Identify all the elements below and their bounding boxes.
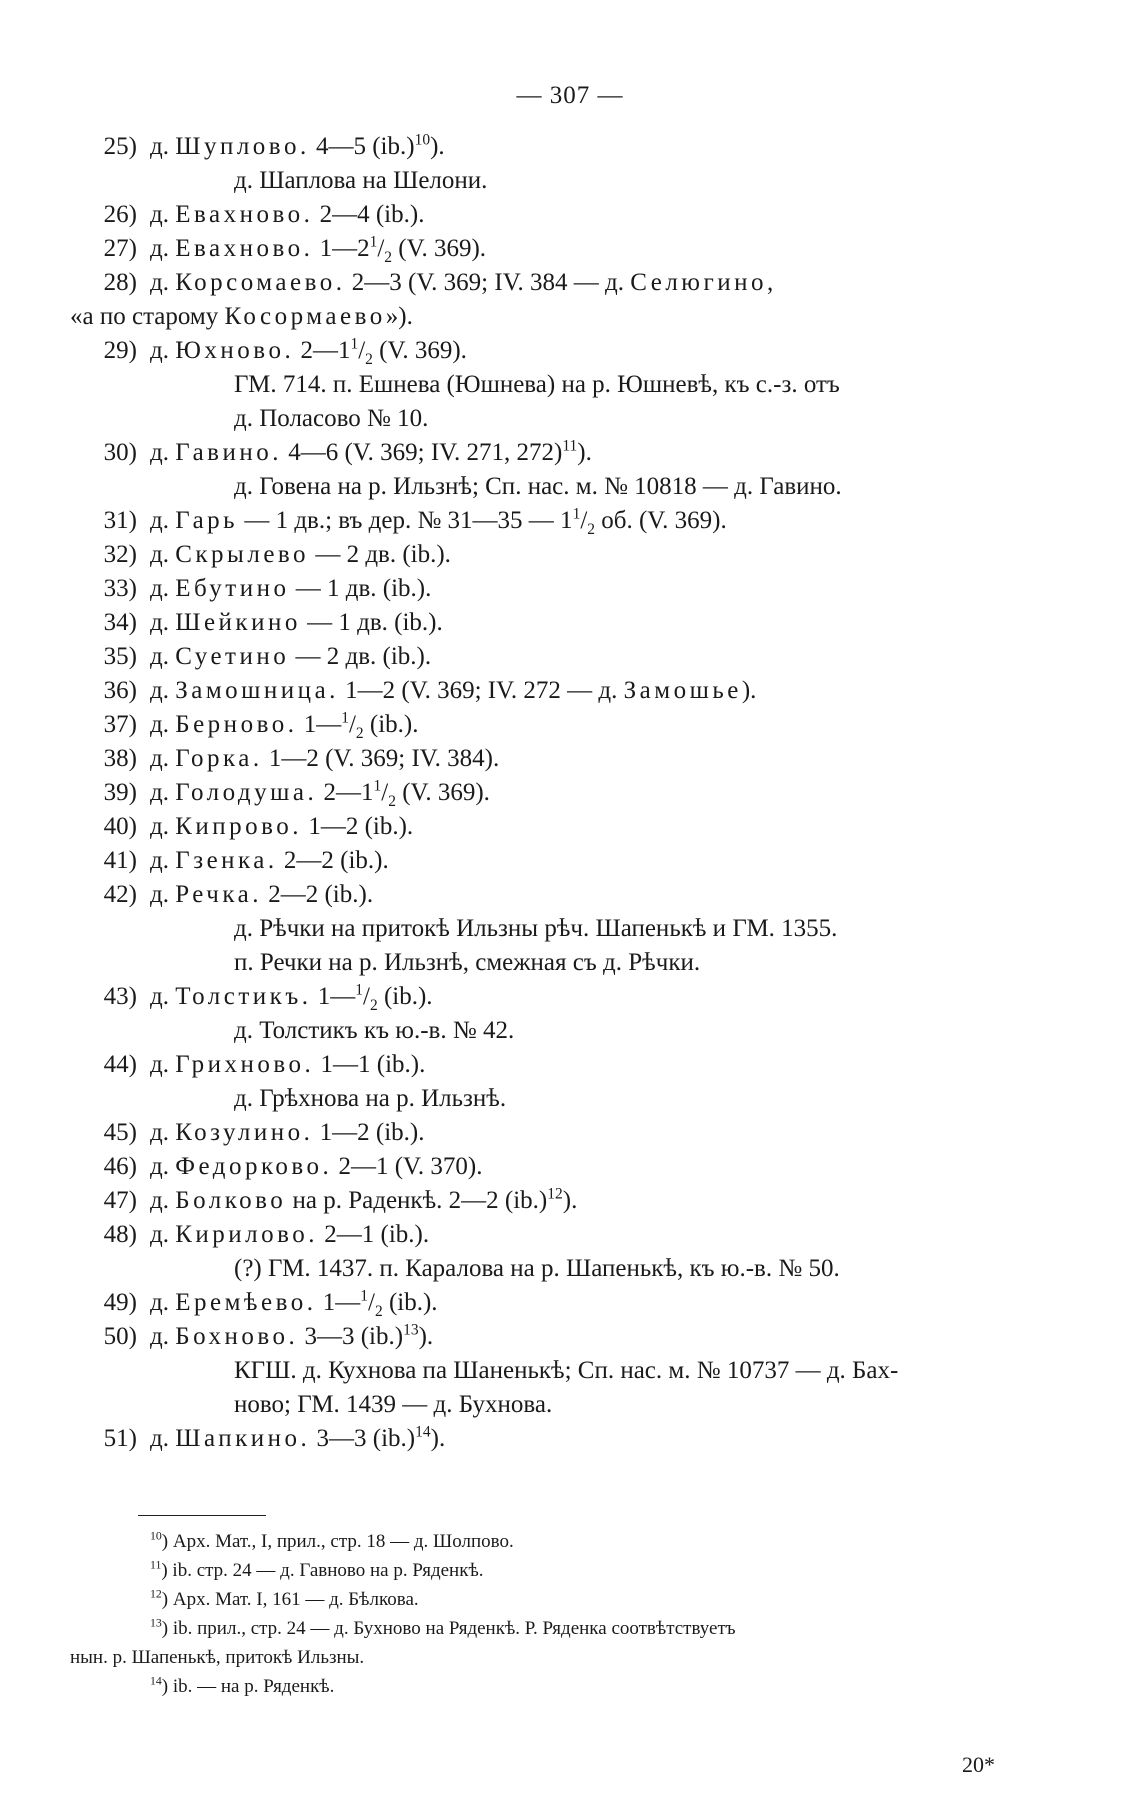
entry-number: 36) (103, 677, 137, 704)
footnote (0, 1643, 1140, 1672)
footnote (0, 1527, 1140, 1556)
footnote-mark: 10 (150, 1529, 162, 1543)
village-name: Козулино. (175, 1119, 314, 1146)
footnote-ref: 10 (414, 131, 431, 149)
entry-prefix: д. (150, 1051, 176, 1078)
village-name: Голодуша. (175, 779, 318, 806)
footnote-ref: 13 (403, 1321, 419, 1339)
entry-line (0, 572, 1140, 606)
entry-number: 35) (103, 643, 137, 670)
printer-signature: 20* (962, 1752, 995, 1777)
entry-detail: 2—1 (V. 370). (332, 1153, 483, 1180)
entry-line (0, 640, 1140, 674)
entry-detail: 1—1 (ib.). (314, 1051, 426, 1078)
entry-number: 30) (103, 439, 137, 466)
entry-note: д. Грѣхнова на р. Ильзнѣ. (234, 1085, 507, 1112)
village-name-alt: Селюгино, (630, 269, 777, 296)
entry-line (0, 742, 1140, 776)
entry-number: 47) (103, 1187, 137, 1214)
entry-prefix: д. (150, 881, 176, 908)
entry-detail: 2—1 (317, 779, 374, 806)
entry-prefix: д. (150, 541, 176, 568)
entry-line (0, 980, 1140, 1014)
entry-tail: (V. 369). (395, 779, 490, 806)
entry-note: КГШ. д. Кухнова па Шаненькѣ; Сп. нас. м. № 10737 — д. Бах- (234, 1357, 899, 1384)
entry-prefix: д. (150, 1187, 176, 1214)
entry-prefix: д. (150, 813, 176, 840)
entry-detail: 2—2 (ib.). (261, 881, 374, 908)
entry-number: 32) (103, 541, 137, 568)
fraction: $^1/_2$ (360, 1287, 383, 1320)
footnote-divider (138, 1515, 266, 1516)
footnote-text: ) ib. — на р. Ряденкѣ. (161, 1676, 335, 1697)
entry-line (0, 1116, 1140, 1150)
entry-number: 31) (103, 507, 137, 534)
fraction: $^1/_2$ (373, 777, 396, 810)
entry-tail: ). (430, 133, 445, 160)
entry-tail: (V. 369). (372, 337, 467, 364)
entry-tail: ). (741, 677, 757, 704)
entry-line (0, 878, 1140, 912)
entry-prefix: д. (150, 779, 176, 806)
footnote-mark: 13 (150, 1616, 162, 1630)
entry-prefix: д. (150, 1289, 176, 1316)
entry-detail: 1—2 (V. 369; IV. 384). (262, 745, 500, 772)
village-name: Горка. (175, 745, 263, 772)
village-name: Косормаево (224, 303, 386, 330)
entry-detail: 4—5 (ib.) (309, 133, 415, 160)
village-name: Шейкино (175, 609, 301, 636)
footnote-text: ) ib. стр. 24 — д. Гавново на р. Ряденкѣ. (161, 1560, 484, 1581)
entry-tail: »). (385, 303, 413, 330)
village-name: Ебутино (175, 575, 290, 602)
entry-detail: 1—2 (V. 369; IV. 272 — д. (338, 677, 624, 704)
entry-note: д. Говена на р. Ильзнѣ; Сп. нас. м. № 10818 — д. Гавино. (234, 473, 842, 500)
entry-prefix: д. (150, 235, 176, 262)
village-name: Кирилово. (175, 1221, 319, 1248)
entry-detail: — 1 дв. (ib.). (300, 609, 443, 636)
entry-line (0, 1320, 1140, 1354)
village-name: Речка. (175, 881, 262, 908)
village-name: Берново. (175, 711, 298, 738)
entry-number: 48) (103, 1221, 137, 1248)
village-name: Болково (175, 1187, 287, 1214)
entry-prefix: д. (150, 439, 176, 466)
entry-prefix: д. (150, 269, 176, 296)
footnote-mark: 14 (150, 1674, 162, 1688)
village-name: Евахново. (175, 201, 314, 228)
village-name: Евахново. (175, 235, 314, 262)
entry-tail: ). (577, 439, 592, 466)
footnote (0, 1672, 1140, 1701)
entry-note: ново; ГМ. 1439 — д. Бухнова. (234, 1391, 553, 1418)
entry-line (0, 810, 1140, 844)
entry-number: 50) (103, 1323, 137, 1350)
entry-line (0, 538, 1140, 572)
entry-number: 51) (103, 1425, 137, 1452)
village-name: Гзенка. (175, 847, 278, 874)
entry-prefix: д. (150, 1425, 176, 1452)
entry-detail: 2—1 (294, 337, 351, 364)
entry-list (0, 130, 1140, 1456)
entry-note: д. Рѣчки на притокѣ Ильзны рѣч. Шапенькѣ и ГМ. 1355. (234, 915, 838, 942)
entry-number: 42) (103, 881, 137, 908)
entry-prefix: д. (150, 847, 176, 874)
entry-line (0, 504, 1140, 538)
entry-prefix: д. (150, 745, 176, 772)
entry-detail: 4—6 (V. 369; IV. 271, 272) (281, 439, 563, 466)
footnote-ref: 14 (415, 1423, 431, 1441)
entry-tail: (ib.). (382, 1289, 438, 1316)
footnote (0, 1614, 1140, 1643)
entry-note: д. Поласово № 10. (234, 405, 429, 432)
village-name: Юхново. (175, 337, 295, 364)
entry-number: 45) (103, 1119, 137, 1146)
continuation-text: «а по старому (70, 303, 225, 330)
entry-line (0, 1184, 1140, 1218)
village-name: Замошница. (175, 677, 339, 704)
entry-note: ГМ. 714. п. Ешнева (Юшнева) на р. Юшневѣ, къ с.-з. отъ (234, 371, 840, 398)
village-name: Еремѣево. (175, 1289, 317, 1316)
entry-number: 41) (103, 847, 137, 874)
entry-line (0, 844, 1140, 878)
entry-detail: 1—2 (313, 235, 370, 262)
village-name: Гавино. (175, 439, 282, 466)
fraction: $^1/_2$ (350, 335, 373, 368)
village-name: Федорково. (175, 1153, 333, 1180)
entry-line (0, 266, 1140, 300)
entry-prefix: д. (150, 1153, 176, 1180)
entry-tail: (V. 369). (392, 235, 487, 262)
footnote-text: ) ib. прил., стр. 24 — д. Бухново на Ряденкѣ. Р. Ряденка соотвѣтствуетъ (161, 1618, 736, 1639)
entry-number: 25) (103, 133, 137, 160)
entry-number: 28) (103, 269, 137, 296)
entry-number: 37) (103, 711, 137, 738)
entry-line (0, 776, 1140, 810)
entry-number: 43) (103, 983, 137, 1010)
entry-number: 27) (103, 235, 137, 262)
entry-line (0, 606, 1140, 640)
entry-number: 26) (103, 201, 137, 228)
footnote-text: ) Арх. Мат. I, 161 — д. Бѣлкова. (161, 1589, 419, 1610)
entry-detail: 1— (297, 711, 342, 738)
entry-number: 46) (103, 1153, 137, 1180)
footnote-list (0, 1527, 1140, 1701)
village-name: Шапкино. (175, 1425, 311, 1452)
entry-number: 40) (103, 813, 137, 840)
entry-line (0, 436, 1140, 470)
entry-detail: 2—4 (ib.). (313, 201, 425, 228)
entry-note: д. Шаплова на Шелони. (234, 167, 488, 194)
village-name: Грихново. (175, 1051, 315, 1078)
entry-continuation (0, 300, 1140, 334)
entry-line (0, 334, 1140, 368)
entry-tail: об. (V. 369). (595, 507, 727, 534)
entry-detail: — 1 дв. (ib.). (289, 575, 432, 602)
entry-detail: 1—2 (ib.). (302, 813, 414, 840)
entry-detail: на р. Раденкѣ. 2—2 (ib.) (286, 1187, 548, 1214)
entry-tail: (ib.). (377, 983, 433, 1010)
entry-line (0, 198, 1140, 232)
entry-prefix: д. (150, 983, 176, 1010)
entry-line (0, 1422, 1140, 1456)
entry-number: 34) (103, 609, 137, 636)
footnote (0, 1556, 1140, 1585)
entry-prefix: д. (150, 1323, 176, 1350)
entry-note: д. Толстикъ къ ю.-в. № 42. (234, 1017, 515, 1044)
entry-prefix: д. (150, 711, 176, 738)
village-name: Скрылево (175, 541, 310, 568)
footnote-mark: 12 (150, 1587, 162, 1601)
entry-prefix: д. (150, 1119, 176, 1146)
entry-prefix: д. (150, 507, 176, 534)
entry-prefix: д. (150, 133, 176, 160)
entry-line (0, 708, 1140, 742)
footnote-mark: 11 (150, 1558, 162, 1572)
entry-line (0, 1048, 1140, 1082)
entry-tail: (ib.). (363, 711, 419, 738)
fraction: $^1/_2$ (341, 709, 364, 742)
entry-detail: 1—2 (ib.). (313, 1119, 425, 1146)
entry-detail: 3—3 (ib.) (310, 1425, 416, 1452)
entry-tail: ). (418, 1323, 434, 1350)
village-name: Суетино (175, 643, 290, 670)
entry-number: 38) (103, 745, 137, 772)
entry-prefix: д. (150, 609, 176, 636)
fraction: $^1/_2$ (572, 505, 596, 538)
village-name: Толстикъ. (175, 983, 312, 1010)
entry-number: 29) (103, 337, 137, 364)
footnote (0, 1585, 1140, 1614)
entry-note: п. Речки на р. Ильзнѣ, смежная съ д. Рѣчки. (234, 949, 701, 976)
footnote-ref: 11 (562, 437, 578, 455)
footnote-text: нын. р. Шапенькѣ, притокѣ Ильзны. (70, 1647, 365, 1668)
entry-line (0, 232, 1140, 266)
entry-detail: — 2 дв. (ib.). (289, 643, 432, 670)
entry-prefix: д. (150, 337, 176, 364)
entry-detail: 2—1 (ib.). (318, 1221, 430, 1248)
entry-detail: 2—2 (ib.). (277, 847, 389, 874)
entry-prefix: д. (150, 201, 176, 228)
entry-line (0, 1286, 1140, 1320)
entry-line (0, 130, 1140, 164)
village-name: Корсомаево. (175, 269, 346, 296)
entry-line (0, 1150, 1140, 1184)
entry-detail: 3—3 (ib.) (298, 1323, 404, 1350)
entry-detail: 2—3 (V. 369; IV. 384 — д. (345, 269, 631, 296)
entry-detail: 1— (311, 983, 356, 1010)
entry-line (0, 674, 1140, 708)
village-name-alt: Замошье (623, 677, 742, 704)
page-number: — 307 — (516, 82, 624, 109)
village-name: Гарь (175, 507, 239, 534)
entry-tail: ). (562, 1187, 578, 1214)
entry-number: 44) (103, 1051, 137, 1078)
entry-prefix: д. (150, 1221, 176, 1248)
entry-prefix: д. (150, 575, 176, 602)
village-name: Бохново. (175, 1323, 299, 1350)
entry-prefix: д. (150, 643, 176, 670)
entry-tail: ). (430, 1425, 446, 1452)
village-name: Кипрово. (175, 813, 303, 840)
entry-detail: — 1 дв.; въ дер. № 31—35 — 1 (238, 507, 573, 534)
entry-number: 39) (103, 779, 137, 806)
fraction: $^1/_2$ (355, 981, 378, 1014)
footnote-ref: 12 (547, 1185, 563, 1203)
entry-note: (?) ГМ. 1437. п. Каралова на р. Шапенькѣ, къ ю.-в. № 50. (234, 1255, 840, 1282)
entry-prefix: д. (150, 677, 176, 704)
village-name: Шуплово. (175, 133, 310, 160)
fraction: $^1/_2$ (369, 233, 393, 266)
entry-number: 33) (103, 575, 137, 602)
entry-number: 49) (103, 1289, 137, 1316)
entry-detail: — 2 дв. (ib.). (309, 541, 451, 568)
entry-line (0, 1218, 1140, 1252)
entry-detail: 1— (316, 1289, 361, 1316)
footnote-text: ) Арх. Мат., I, прил., стр. 18 — д. Шолпово. (161, 1531, 514, 1552)
